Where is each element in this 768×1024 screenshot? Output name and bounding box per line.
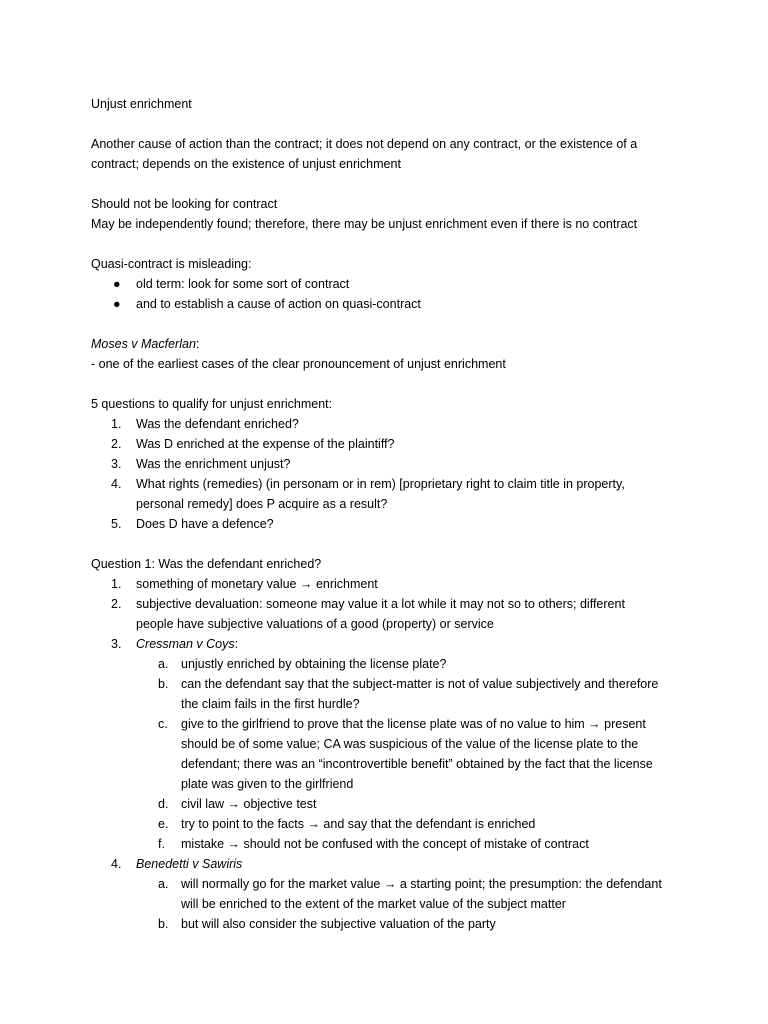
numbered-item: 2. Was D enriched at the expense of the plaintiff? [111, 437, 395, 451]
bullet-item: ● old term: look for some sort of contract [91, 274, 691, 294]
numbered-item: 3. Cressman v Coys: [111, 637, 239, 651]
case-name: Cressman v Coys [136, 637, 235, 651]
question1-section [91, 554, 691, 934]
case-name: Moses v Macferlan [91, 337, 196, 351]
intro-paragraph [91, 134, 691, 174]
numbered-item: 2. subjective devaluation: someone may value it a lot while it may not so to others; different people have subjective valuations of a good (property) or service [111, 597, 625, 631]
lettered-item: f. mistake → should not be confused with the concept of mistake of contract [158, 837, 589, 851]
case-heading: Moses v Macferlan: [91, 337, 200, 351]
paragraph-line: - one of the earliest cases of the clear pronouncement of unjust enrichment [91, 357, 506, 371]
numbered-item: 4. What rights (remedies) (in personam or in rem) [proprietary right to claim title in property, personal remedy] does P acquire as a result? [111, 477, 625, 511]
document-page [91, 94, 691, 934]
numbered-item: 3. Was the enrichment unjust? [111, 457, 291, 471]
lettered-item: b. but will also consider the subjective valuation of the party [158, 917, 496, 931]
lettered-item: b. can the defendant say that the subject-matter is not of value subjectively and therefore the claim fails in the first hurdle? [158, 677, 659, 711]
paragraph-line: contract; depends on the existence of unjust enrichment [91, 157, 401, 171]
paragraph-line: Another cause of action than the contract; it does not depend on any contract, or the existence of a [91, 137, 638, 151]
lettered-item: a. unjustly enriched by obtaining the license plate? [158, 657, 447, 671]
lettered-item: d. civil law → objective test [158, 797, 317, 811]
section-heading: Question 1: Was the defendant enriched? [91, 557, 322, 571]
paragraph-line: May be independently found; therefore, there may be unjust enrichment even if there is no contract [91, 217, 638, 231]
case-name: Benedetti v Sawiris [136, 857, 243, 871]
numbered-item: 1. Was the defendant enriched? [111, 417, 299, 431]
bullet-item: ● and to establish a cause of action on quasi-contract [91, 294, 691, 314]
numbered-item: 5. Does D have a defence? [111, 517, 274, 531]
document-title: Unjust enrichment [91, 97, 192, 111]
bullet-icon: ● [113, 297, 121, 311]
lettered-item: e. try to point to the facts → and say that the defendant is enriched [158, 817, 536, 831]
bullet-icon: ● [113, 277, 121, 291]
five-questions-section [91, 394, 691, 534]
moses-section [91, 334, 691, 374]
lettered-item: c. give to the girlfriend to prove that the license plate was of no value to him → present should be of some value; CA was suspicious of the value of the license plate to the defendant; there was an “incontrovertible benefit” obtained by the fact that the license plate was given to the girlfriend [158, 717, 653, 791]
quasi-contract-section [91, 254, 691, 314]
section-heading: 5 questions to qualify for unjust enrichment: [91, 397, 333, 411]
should-paragraph [91, 194, 691, 234]
section-heading: Quasi-contract is misleading: [91, 257, 252, 271]
numbered-item: 4. Benedetti v Sawiris [91, 854, 691, 874]
paragraph-line: Should not be looking for contract [91, 197, 278, 211]
lettered-item: a. will normally go for the market value → a starting point; the presumption: the defendant will be enriched to the extent of the market value of the subject matter [158, 877, 662, 911]
numbered-item: 1. something of monetary value → enrichment [111, 577, 378, 591]
